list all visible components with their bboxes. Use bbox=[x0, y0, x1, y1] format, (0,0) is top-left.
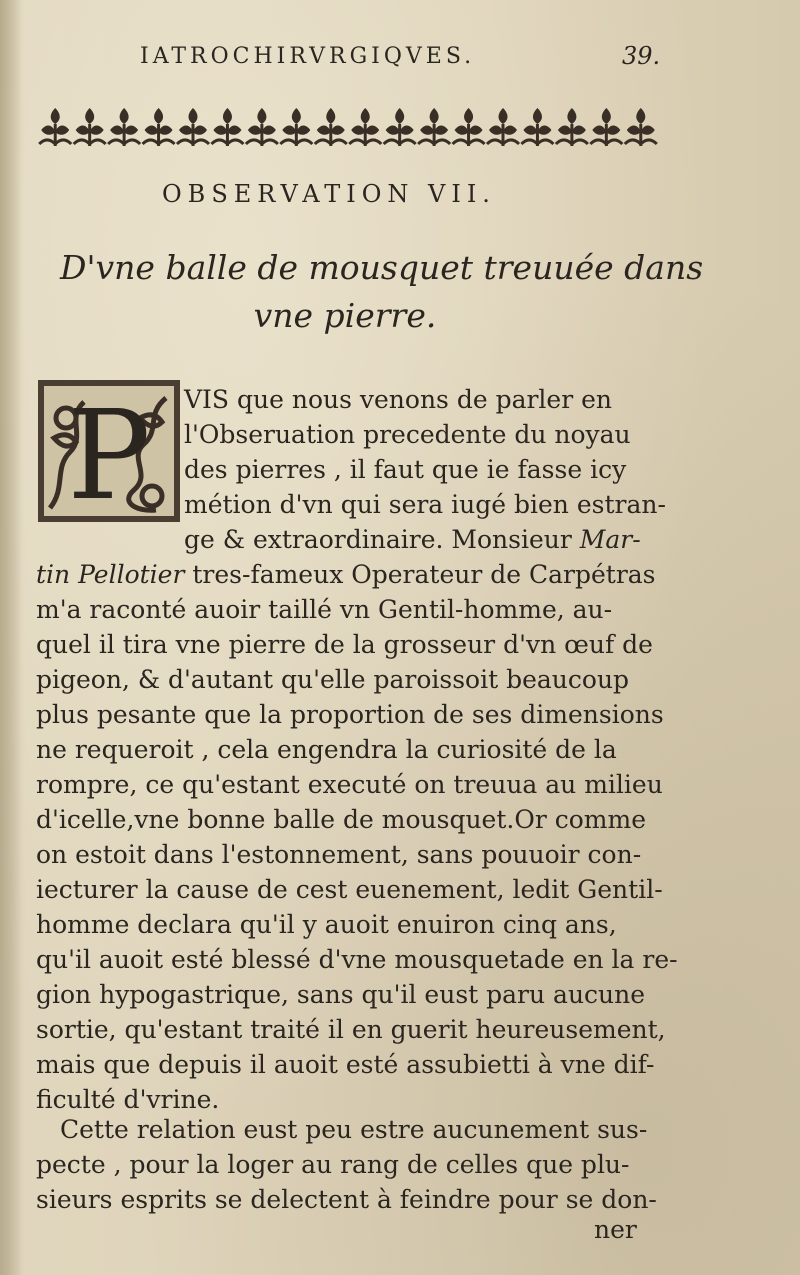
fleuron-unit-icon bbox=[453, 108, 485, 146]
body-line-21: ficulté d'vrine. bbox=[36, 1085, 220, 1114]
fleuron-unit-icon bbox=[39, 108, 71, 146]
body-line-22: Cette relation eust peu estre aucunement sus- bbox=[60, 1115, 648, 1144]
body-line-13: d'icelle,vne bonne balle de mousquet.Or comme bbox=[36, 805, 646, 834]
body-line-11: ne requeroit , cela engendra la curiosité de la bbox=[36, 735, 617, 764]
fleuron-unit-icon bbox=[177, 108, 209, 146]
body-line-15: iecturer la cause de cest euenement, ledit Gentil- bbox=[36, 875, 663, 904]
fleuron-unit-icon bbox=[143, 108, 175, 146]
body-line-5 bbox=[184, 520, 641, 560]
fleuron-unit-icon bbox=[315, 108, 347, 146]
observation-title: OBSERVATION VII. bbox=[162, 180, 496, 208]
fleuron-unit-icon bbox=[108, 108, 140, 146]
fleuron-unit-icon bbox=[280, 108, 312, 146]
running-head: IATROCHIRVRGIQVES. bbox=[140, 44, 476, 69]
fleuron-unit-icon bbox=[487, 108, 519, 146]
fleuron-unit-icon bbox=[246, 108, 278, 146]
body-line-9: pigeon, & d'autant qu'elle paroissoit beaucoup bbox=[36, 665, 630, 694]
body-line-5-text: ge & extraordinaire. Monsieur bbox=[184, 525, 572, 554]
body-line-6-text: tres-fameux Operateur de Carpétras bbox=[192, 560, 656, 589]
fleuron-unit-icon bbox=[590, 108, 622, 146]
fleuron-unit-icon bbox=[384, 108, 416, 146]
fleuron-unit-icon bbox=[625, 108, 657, 146]
body-line-23: pecte , pour la loger au rang de celles que plu- bbox=[36, 1150, 630, 1179]
body-line-2: l'Obseruation precedente du noyau bbox=[184, 420, 631, 449]
body-line-8: quel il tira vne pierre de la grosseur d'vn œuf de bbox=[36, 630, 653, 659]
fleuron-unit-icon bbox=[349, 108, 381, 146]
author-name-part-2: tin Pellotier bbox=[36, 560, 185, 589]
body-line-20: mais que depuis il auoit esté assubietti à vne dif- bbox=[36, 1050, 655, 1079]
body-line-7: m'a raconté auoir taillé vn Gentil-homme, au- bbox=[36, 595, 613, 624]
body-line-16: homme declara qu'il y auoit enuiron cinq ans, bbox=[36, 910, 617, 939]
fleuron-ornament-band-icon bbox=[38, 104, 658, 152]
chapter-subtitle-line-2: vne pierre. bbox=[253, 296, 437, 335]
page-gutter-shadow bbox=[0, 0, 22, 1275]
body-line-6 bbox=[36, 555, 656, 595]
body-line-12: rompre, ce qu'estant executé on treuua au milieu bbox=[36, 770, 663, 799]
author-name-part-1: Mar- bbox=[579, 525, 641, 554]
body-line-17: qu'il auoit esté blessé d'vne mousquetade en la re- bbox=[36, 945, 678, 974]
page-number: 39. bbox=[622, 42, 661, 70]
body-line-10: plus pesante que la proportion de ses dimensions bbox=[36, 700, 664, 729]
body-line-24: sieurs esprits se delectent à feindre pour se don- bbox=[36, 1185, 657, 1214]
fleuron-unit-icon bbox=[418, 108, 450, 146]
decorated-initial-p-icon bbox=[36, 378, 182, 524]
fleuron-unit-icon bbox=[74, 108, 106, 146]
fleuron-unit-icon bbox=[521, 108, 553, 146]
body-line-1: VIS que nous venons de parler en bbox=[184, 385, 613, 414]
body-line-14: on estoit dans l'estonnement, sans pouuoir con- bbox=[36, 840, 642, 869]
body-line-18: gion hypogastrique, sans qu'il eust paru aucune bbox=[36, 980, 646, 1009]
body-line-3: des pierres , il faut que ie fasse icy bbox=[184, 455, 627, 484]
fleuron-unit-icon bbox=[556, 108, 588, 146]
drop-cap-letter: P bbox=[67, 384, 151, 524]
fleuron-unit-icon bbox=[211, 108, 243, 146]
catchword: ner bbox=[594, 1215, 637, 1244]
body-line-4: métion d'vn qui sera iugé bien estran- bbox=[184, 490, 666, 519]
chapter-subtitle-line-1: D'vne balle de mousquet treuuée dans bbox=[60, 248, 704, 287]
body-line-19: sortie, qu'estant traité il en guerit heureusement, bbox=[36, 1015, 666, 1044]
